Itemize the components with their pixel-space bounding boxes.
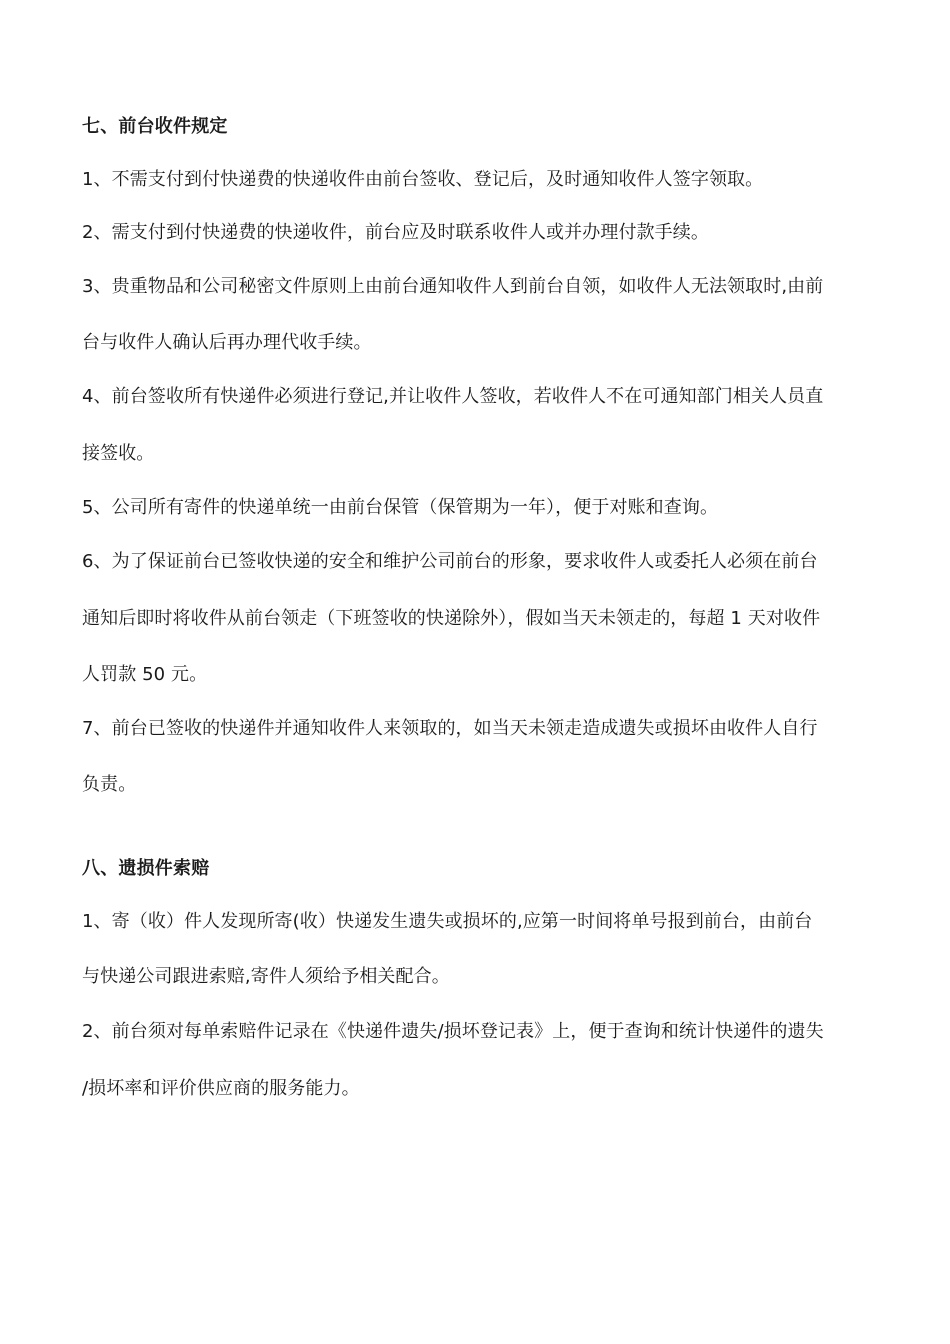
paragraph-line: 2、需支付到付快递费的快递收件，前台应及时联系收件人或并办理付款手续。 bbox=[82, 222, 709, 243]
paragraph-line: 1、不需支付到付快递费的快递收件由前台签收、登记后，及时通知收件人签字领取。 bbox=[82, 169, 764, 190]
paragraph-line: 4、前台签收所有快递件必须进行登记,并让收件人签收，若收件人不在可通知部门相关人员直 bbox=[82, 386, 824, 407]
paragraph-line: 7、前台已签收的快递件并通知收件人来领取的，如当天未领走造成遗失或损坏由收件人自行 bbox=[82, 718, 818, 739]
section-title-7: 七、前台收件规定 bbox=[82, 116, 228, 137]
paragraph-line: 1、寄（收）件人发现所寄(收）快递发生遗失或损坏的,应第一时间将单号报到前台，由前台 bbox=[82, 911, 813, 932]
paragraph-line: 接签收。 bbox=[82, 443, 155, 464]
section-title-8: 八、遗损件索赔 bbox=[82, 858, 210, 879]
paragraph-line: 3、贵重物品和公司秘密文件原则上由前台通知收件人到前台自领，如收件人无法领取时,由前 bbox=[82, 276, 824, 297]
paragraph-line: 人罚款 50 元。 bbox=[82, 664, 208, 685]
paragraph-line: 台与收件人确认后再办理代收手续。 bbox=[82, 332, 372, 353]
paragraph-line: 5、公司所有寄件的快递单统一由前台保管（保管期为一年），便于对账和查询。 bbox=[82, 497, 719, 518]
paragraph-line: 与快递公司跟进索赔,寄件人须给予相关配合。 bbox=[82, 966, 450, 987]
paragraph-line: 负责。 bbox=[82, 774, 137, 795]
paragraph-line: 2、前台须对每单索赔件记录在《快递件遗失/损坏登记表》上，便于查询和统计快递件的遗失 bbox=[82, 1021, 824, 1042]
paragraph-line: 6、为了保证前台已签收快递的安全和维护公司前台的形象，要求收件人或委托人必须在前台 bbox=[82, 551, 818, 572]
paragraph-line: 通知后即时将收件从前台领走（下班签收的快递除外），假如当天未领走的，每超 1 天对收件 bbox=[82, 608, 821, 629]
paragraph-line: /损坏率和评价供应商的服务能力。 bbox=[82, 1078, 360, 1099]
